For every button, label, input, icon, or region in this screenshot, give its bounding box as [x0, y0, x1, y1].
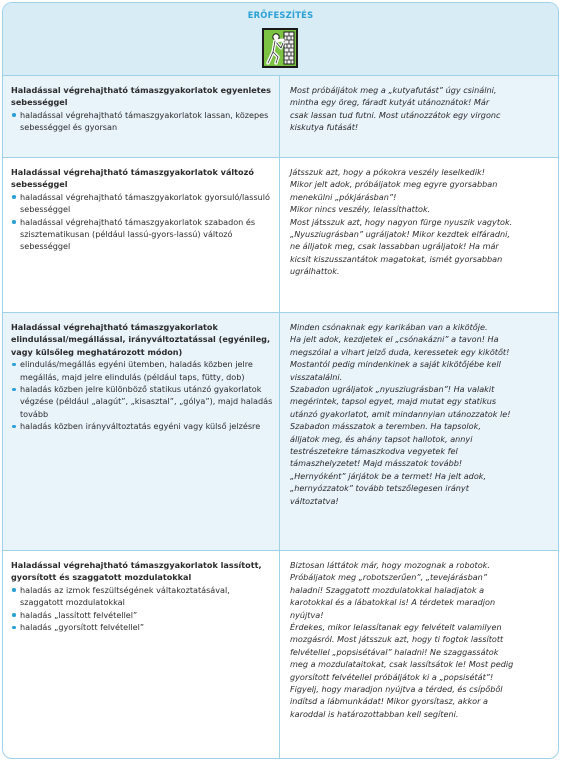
text-line: megszólal a vihart jelző duda, keressetek egy kikötőt! — [290, 346, 510, 357]
list-item: haladás közben irányváltoztatás egyéni vagy külső jelzésre — [11, 420, 273, 432]
text-line: támaszhelyzetet! Majd másszatok tovább! — [290, 458, 463, 469]
game-cell — [280, 76, 558, 157]
activity-title: Haladással végrehajtható támaszgyakorlatok lassított, gyorsított és szaggatott mozdulatokkal — [11, 560, 262, 583]
text-line: Mostantól pedig mindenkinek a saját kikötőjébe kell — [290, 359, 501, 370]
text-line: menekülni „pókjárásban”! — [290, 191, 397, 202]
activity-title: Haladással végrehajtható támaszgyakorlatok egyenletes sebességgel — [11, 85, 271, 108]
text-line: Minden csónaknak egy karikában van a kikötője. — [290, 322, 488, 332]
game-text — [290, 559, 550, 720]
text-line: „hernyózzatok” tovább tetszőlegesen irányt — [290, 483, 469, 494]
activity-title: Haladással végrehajtható támaszgyakorlatok változó sebességgel — [11, 167, 254, 190]
list-item: haladással végrehajtható támaszgyakorlatok gyorsuló/lassuló sebességgel — [11, 191, 273, 216]
game-text — [290, 166, 550, 278]
text-line: „Nyusziugrásban” ugráljatok! Mikor kezdtek elfáradni, — [290, 229, 510, 240]
table-row — [3, 75, 558, 157]
text-line: változtatva! — [290, 495, 339, 506]
table-row — [3, 157, 558, 312]
text-line: Figyelj, hogy maradjon nyújtva a térded, és csípőből — [290, 684, 503, 695]
text-line: visszatalálni. — [290, 371, 343, 382]
text-line: indítsd a lábmunkádat! Mikor gyorsítasz, akkor a — [290, 696, 488, 707]
list-item: haladás az izmok feszültségének váltakoztatásával, szaggatott mozdulatokkal — [11, 584, 273, 609]
game-text — [290, 321, 550, 507]
text-line: nyújtva! — [290, 609, 324, 620]
text-line: Játsszuk azt, hogy a pókokra veszély leselkedik! — [290, 167, 485, 177]
table-header — [3, 3, 558, 75]
game-text — [290, 84, 550, 134]
text-line: utánzó gyakorlatot, amit mindannyian utánozzatok le! — [290, 408, 511, 419]
text-line: álljatok meg, és ahány tapsot hallotok, annyi — [290, 433, 473, 444]
text-line: meg a mozdulataitokat, csak lassítsátok le! Most pedig — [290, 659, 514, 670]
text-line: mozgásról. Most játsszuk azt, hogy ti fogtok lassított — [290, 634, 504, 645]
text-line: Szabadon másszatok a teremben. Ha tapsolok, — [290, 421, 481, 432]
text-line: Ha jelt adok, kezdjetek el „csónakázni” a tavon! Ha — [290, 334, 499, 345]
text-line: karoddal is határozottabban kell segíteni. — [290, 708, 459, 719]
table-row — [3, 312, 558, 550]
text-line: „Hernyóként” járjátok be a termet! Ha jelt adok, — [290, 470, 487, 481]
text-line: Biztosan láttátok már, hogy mozognak a robotok. — [290, 560, 490, 570]
text-line: gyorsított felvétellel próbáljátok ki a „popsisétát”! — [290, 671, 494, 682]
text-line: ne álljatok meg, csak lassabban ugráljatok! Ha már — [290, 241, 499, 252]
text-line: csak lassan tud futni. Most utánozzátok egy virgonc — [290, 109, 501, 120]
climbing-figure-wall-icon — [262, 28, 298, 68]
list-item: elindulás/megállás egyéni ütemben, haladás közben jelre megállás, majd jelre elindulás (például taps, fütty, dob) — [11, 358, 273, 383]
text-line: kicsit kiszusszantátok magatokat, ismét gyorsabban — [290, 253, 503, 264]
text-line: Most játsszuk azt, hogy nagyon fürge nyuszik vagytok. — [290, 216, 513, 227]
text-line: mintha egy öreg, fáradt kutyát utánoznátok! Már — [290, 97, 490, 108]
activity-bullets — [11, 584, 273, 634]
activity-bullets — [11, 191, 273, 253]
table-row — [3, 550, 558, 759]
header-title: ERŐFESZÍTÉS — [247, 10, 314, 20]
list-item: haladás „lassított felvétellel” — [11, 609, 273, 621]
activity-cell — [3, 313, 280, 550]
list-item: haladással végrehajtható támaszgyakorlatok lassan, közepes sebességgel és gyorsan — [11, 109, 273, 134]
text-line: Érdekes, mikor lelassítanak egy felvételt valamilyen — [290, 622, 502, 633]
activity-cell — [3, 158, 280, 312]
text-line: karotokkal és a lábatokkal is! A térdetek maradjon — [290, 597, 496, 608]
effort-table — [2, 2, 559, 759]
text-line: Szabadon ugráljatok „nyusziugrásban”! Ha valakit — [290, 384, 495, 395]
text-line: testrészetekre támaszkodva vegyetek fel — [290, 446, 458, 457]
text-line: haladni! Szaggatott mozdulatokkal haladjatok a — [290, 584, 485, 595]
text-line: Most próbáljátok meg a „kutyafutást” úgy csinálni, — [290, 85, 497, 95]
text-line: Mikor nincs veszély, lelassíthattok. — [290, 204, 431, 215]
text-line: kiskutya futását! — [290, 122, 359, 133]
activity-bullets — [11, 358, 273, 432]
game-cell — [280, 551, 558, 759]
list-item: haladás közben jelre különböző statikus utánzó gyakorlatok végzése (például „alagút”, „kisasztal”, „gólya”), majd haladás tovább — [11, 383, 273, 420]
text-line: megérintek, tapsol egyet, majd mutat egy statikus — [290, 396, 497, 407]
game-cell — [280, 158, 558, 312]
activity-cell — [3, 551, 280, 759]
activity-title: Haladással végrehajtható támaszgyakorlatok elindulással/megállással, irányváltoztatással (egyénileg, vagy külsőleg meghatározott módon) — [11, 322, 271, 357]
list-item: haladás „gyorsított felvétellel” — [11, 621, 273, 633]
activity-bullets — [11, 109, 273, 134]
activity-cell — [3, 76, 280, 157]
game-cell — [280, 313, 558, 550]
text-line: Mikor jelt adok, próbáljatok meg egyre gyorsabban — [290, 179, 498, 190]
text-line: ugrálhattok. — [290, 266, 340, 277]
text-line: felvétellel „popsisétával” haladni! Ne szaggassátok — [290, 646, 499, 657]
text-line: Próbáljatok meg „robotszerűen”, „tevejárásban” — [290, 572, 488, 583]
list-item: haladással végrehajtható támaszgyakorlatok szabadon és szisztematikusan (például lassú-gyors-lassú) változó sebességgel — [11, 216, 273, 253]
